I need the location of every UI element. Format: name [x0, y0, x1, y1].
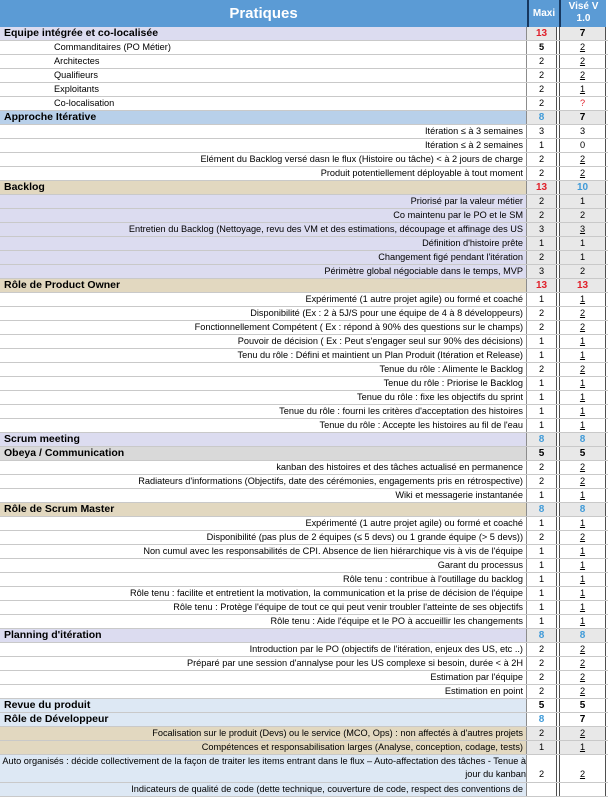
header-row [0, 0, 608, 27]
practice-label-cell[interactable]: Tenue du rôle : Alimente le Backlog [0, 363, 527, 376]
practice-label-cell[interactable]: kanban des histoires et des tâches actualisé en permanence [0, 461, 527, 474]
column-header-maxi[interactable]: Maxi [527, 0, 559, 27]
maxi-cell[interactable]: 1 [527, 587, 557, 600]
maxi-cell[interactable]: 1 [527, 237, 557, 250]
practice-label-cell[interactable]: Expérimenté (1 autre projet agile) ou formé et coaché [0, 293, 527, 306]
vise-cell[interactable]: 2 [559, 265, 606, 278]
table-row [0, 545, 608, 559]
practice-label-cell[interactable]: Wiki et messagerie instantanée [0, 489, 527, 502]
maxi-cell[interactable]: 2 [527, 657, 557, 670]
maxi-cell[interactable]: 3 [527, 265, 557, 278]
practice-label-cell[interactable]: Rôle tenu : Protège l'équipe de tout ce qui peut venir troubler l'atteinte de ses objectifs [0, 601, 527, 614]
vise-cell[interactable]: 1 [559, 405, 606, 418]
maxi-cell[interactable]: 8 [527, 713, 557, 726]
practice-label-cell[interactable]: Disponibilité (Ex : 2 à 5J/S pour une équipe de 4 à 8 développeurs) [0, 307, 527, 320]
maxi-cell[interactable]: 2 [527, 475, 557, 488]
maxi-cell[interactable]: 8 [527, 629, 557, 642]
practice-label-cell[interactable]: Rôle tenu : Aide l'équipe et le PO à accueillir les changements [0, 615, 527, 628]
practice-label-cell[interactable]: Préparé par une session d'annalyse pour les US complexe si besoin, durée < à 2H [0, 657, 527, 670]
vise-cell[interactable]: 2 [559, 69, 606, 82]
maxi-cell[interactable]: 1 [527, 545, 557, 558]
vise-cell[interactable]: 7 [559, 27, 606, 40]
maxi-cell[interactable]: 1 [527, 573, 557, 586]
maxi-cell[interactable]: 2 [527, 97, 557, 110]
table-row [0, 755, 608, 783]
table-row [0, 657, 608, 671]
vise-cell[interactable]: 2 [559, 307, 606, 320]
vise-cell[interactable]: 1 [559, 83, 606, 96]
vise-cell[interactable]: 1 [559, 251, 606, 264]
practice-label-cell[interactable]: Définition d'histoire prête [0, 237, 527, 250]
practice-label-cell[interactable]: Compétences et responsabilisation larges (Analyse, conception, codage, tests) [0, 741, 527, 754]
practice-label-cell[interactable]: Tenue du rôle : fourni les critères d'acceptation des histoires [0, 405, 527, 418]
maxi-cell[interactable]: 2 [527, 643, 557, 656]
table-body [0, 27, 608, 797]
vise-cell[interactable]: 1 [559, 195, 606, 208]
practice-label-cell[interactable]: Produit potentiellement déployable à tout moment [0, 167, 527, 180]
practice-label-cell[interactable]: Tenue du rôle : Accepte les histoires au fil de l'eau [0, 419, 527, 432]
section-label-cell[interactable]: Revue du produit [0, 699, 527, 712]
table-row [0, 83, 608, 97]
practice-label-cell[interactable]: Focalisation sur le produit (Devs) ou le service (MCO, Ops) : non affectés à d'autres projets [0, 727, 527, 740]
maxi-cell[interactable]: 1 [527, 293, 557, 306]
practice-label-cell[interactable]: Architectes [0, 55, 527, 68]
vise-cell[interactable]: 2 [559, 531, 606, 544]
practice-label-cell[interactable]: Tenue du rôle : Priorise le Backlog [0, 377, 527, 390]
maxi-cell[interactable]: 2 [527, 461, 557, 474]
practice-label-cell[interactable]: Périmètre global négociable dans le temps, MVP [0, 265, 527, 278]
vise-cell[interactable]: 1 [559, 741, 606, 754]
maxi-cell[interactable]: 1 [527, 489, 557, 502]
vise-cell[interactable]: 5 [559, 447, 606, 460]
practice-label-cell[interactable]: Disponibilité (pas plus de 2 équipes (≤ 5 devs) ou 1 grande équipe (> 5 devs)) [0, 531, 527, 544]
practice-label-cell[interactable]: Priorisé par la valeur métier [0, 195, 527, 208]
table-row [0, 671, 608, 685]
maxi-cell[interactable]: 5 [527, 699, 557, 712]
table-row [0, 531, 608, 545]
table-row [0, 321, 608, 335]
table-row [0, 685, 608, 699]
maxi-cell[interactable]: 2 [527, 83, 557, 96]
table-row [0, 643, 608, 657]
section-label-cell[interactable]: Backlog [0, 181, 527, 194]
practice-label-cell[interactable]: Pouvoir de décision ( Ex : Peut s'engager seul sur 90% des décisions) [0, 335, 527, 348]
vise-cell[interactable]: 2 [559, 671, 606, 684]
practice-label-cell[interactable]: Indicateurs de qualité de code (dette technique, couverture de code, respect des conventions de [0, 783, 527, 796]
practice-label-cell[interactable]: Tenu du rôle : Défini et maintient un Plan Produit (Itération et Release) [0, 349, 527, 362]
maxi-cell[interactable]: 1 [527, 139, 557, 152]
maxi-cell[interactable]: 8 [527, 503, 557, 516]
maxi-cell[interactable]: 2 [527, 671, 557, 684]
vise-cell[interactable]: 2 [559, 461, 606, 474]
practice-label-cell[interactable]: Estimation en point [0, 685, 527, 698]
maxi-cell[interactable]: 3 [527, 223, 557, 236]
vise-cell[interactable]: 1 [559, 573, 606, 586]
section-row [0, 713, 608, 727]
practice-label-cell[interactable]: Rôle tenu : contribue à l'outillage du backlog [0, 573, 527, 586]
section-row [0, 447, 608, 461]
practice-label-cell[interactable]: Estimation par l'équipe [0, 671, 527, 684]
section-row [0, 699, 608, 713]
maxi-cell[interactable]: 13 [527, 181, 557, 194]
table-row [0, 377, 608, 391]
table-row [0, 601, 608, 615]
practice-label-cell[interactable]: Non cumul avec les responsabilités de CPI. Absence de lien hiérarchique vis à vis de l'équipe [0, 545, 527, 558]
table-row [0, 293, 608, 307]
vise-cell[interactable]: 2 [559, 475, 606, 488]
maxi-cell[interactable]: 2 [527, 55, 557, 68]
vise-cell[interactable]: 2 [559, 643, 606, 656]
section-row [0, 27, 608, 41]
maxi-cell[interactable]: 1 [527, 601, 557, 614]
table-row [0, 489, 608, 503]
table-row [0, 363, 608, 377]
section-label-cell[interactable]: Obeya / Communication [0, 447, 527, 460]
table-row [0, 209, 608, 223]
vise-cell[interactable]: 1 [559, 377, 606, 390]
section-label-cell[interactable]: Rôle de Scrum Master [0, 503, 527, 516]
practice-label-cell[interactable]: Radiateurs d'informations (Objectifs, date des cérémonies, engagements pris en rétrospective) [0, 475, 527, 488]
vise-cell[interactable]: 3 [559, 125, 606, 138]
table-row [0, 335, 608, 349]
maxi-cell[interactable]: 2 [527, 685, 557, 698]
section-row [0, 111, 608, 125]
table-row [0, 587, 608, 601]
table-row [0, 559, 608, 573]
table-row [0, 727, 608, 741]
column-header-pratiques[interactable]: Pratiques [0, 0, 527, 27]
column-header-vise-line2: 1.0 [576, 13, 591, 24]
maxi-cell[interactable]: 2 [527, 363, 557, 376]
vise-cell[interactable]: 1 [559, 517, 606, 530]
practice-label-cell[interactable]: Rôle tenu : facilite et entretient la motivation, la communication et la prise de décision de l'équipe [0, 587, 527, 600]
section-row [0, 629, 608, 643]
vise-cell[interactable]: 1 [559, 489, 606, 502]
vise-cell[interactable]: 3 [559, 223, 606, 236]
vise-cell[interactable]: 1 [559, 545, 606, 558]
vise-cell[interactable]: 7 [559, 111, 606, 124]
maxi-cell[interactable]: 1 [527, 517, 557, 530]
vise-cell[interactable]: 1 [559, 587, 606, 600]
vise-cell[interactable]: 1 [559, 601, 606, 614]
table-row [0, 97, 608, 111]
maxi-cell[interactable] [527, 783, 557, 796]
maxi-cell[interactable]: 1 [527, 741, 557, 754]
vise-cell[interactable]: 1 [559, 419, 606, 432]
vise-cell[interactable] [559, 783, 606, 796]
vise-cell[interactable]: 1 [559, 391, 606, 404]
practice-label-cell[interactable]: Itération ≤ à 3 semaines [0, 125, 527, 138]
vise-cell[interactable]: 2 [559, 55, 606, 68]
maxi-cell[interactable]: 1 [527, 405, 557, 418]
maxi-cell[interactable]: 1 [527, 615, 557, 628]
maxi-cell[interactable]: 2 [527, 307, 557, 320]
vise-cell[interactable]: ? [559, 97, 606, 110]
practice-label-cell[interactable]: Qualifieurs [0, 69, 527, 82]
vise-cell[interactable]: 2 [559, 727, 606, 740]
section-row [0, 279, 608, 293]
maxi-cell[interactable]: 5 [527, 41, 557, 54]
vise-cell[interactable]: 8 [559, 629, 606, 642]
maxi-cell[interactable]: 5 [527, 447, 557, 460]
practice-label-cell[interactable]: Entretien du Backlog (Nettoyage, revu des VM et des estimations, découpage et affinage des US [0, 223, 527, 236]
maxi-cell[interactable]: 1 [527, 391, 557, 404]
vise-cell[interactable]: 2 [559, 209, 606, 222]
maxi-cell[interactable]: 1 [527, 377, 557, 390]
vise-cell[interactable]: 8 [559, 433, 606, 446]
table-row [0, 391, 608, 405]
vise-cell[interactable]: 2 [559, 167, 606, 180]
maxi-cell[interactable]: 2 [527, 69, 557, 82]
practice-label-cell[interactable]: Exploitants [0, 83, 527, 96]
practice-label-cell[interactable]: Changement figé pendant l'itération [0, 251, 527, 264]
maxi-cell[interactable]: 2 [527, 727, 557, 740]
vise-cell[interactable]: 5 [559, 699, 606, 712]
vise-cell[interactable]: 8 [559, 503, 606, 516]
table-row [0, 139, 608, 153]
table-row [0, 517, 608, 531]
vise-cell[interactable]: 1 [559, 335, 606, 348]
table-row [0, 419, 608, 433]
practice-label-cell[interactable]: Itération ≤ à 2 semaines [0, 139, 527, 152]
practice-label-cell[interactable]: Commanditaires (PO Métier) [0, 41, 527, 54]
table-row [0, 69, 608, 83]
maxi-cell[interactable]: 1 [527, 349, 557, 362]
table-row [0, 55, 608, 69]
table-row [0, 125, 608, 139]
table-row [0, 615, 608, 629]
table-row [0, 461, 608, 475]
vise-cell[interactable]: 1 [559, 559, 606, 572]
table-row [0, 405, 608, 419]
maxi-cell[interactable]: 2 [527, 755, 557, 782]
maxi-cell[interactable]: 13 [527, 27, 557, 40]
vise-cell[interactable]: 2 [559, 321, 606, 334]
practice-label-cell[interactable]: Tenue du rôle : fixe les objectifs du sprint [0, 391, 527, 404]
maxi-cell[interactable]: 1 [527, 419, 557, 432]
table-row [0, 349, 608, 363]
maxi-cell[interactable]: 2 [527, 209, 557, 222]
maxi-cell[interactable]: 1 [527, 335, 557, 348]
table-row [0, 195, 608, 209]
maxi-cell[interactable]: 2 [527, 321, 557, 334]
section-label-cell[interactable]: Equipe intégrée et co-localisée [0, 27, 527, 40]
section-label-cell[interactable]: Scrum meeting [0, 433, 527, 446]
section-row [0, 181, 608, 195]
practice-label-cell[interactable]: Auto organisés : décide collectivement de la façon de traiter les items entrant dans le flux – Auto-affectation des tâches - Tenue à jour du kanban [0, 755, 527, 782]
vise-cell[interactable]: 13 [559, 279, 606, 292]
section-row [0, 503, 608, 517]
vise-cell[interactable]: 2 [559, 657, 606, 670]
vise-cell[interactable]: 1 [559, 615, 606, 628]
section-row [0, 433, 608, 447]
table-row [0, 223, 608, 237]
practice-label-cell[interactable]: Fonctionnellement Compétent ( Ex : répond à 90% des questions sur le champs) [0, 321, 527, 334]
column-header-vise-line1: Visé V [568, 1, 599, 12]
vise-cell[interactable]: 0 [559, 139, 606, 152]
maxi-cell[interactable]: 8 [527, 433, 557, 446]
maxi-cell[interactable]: 3 [527, 125, 557, 138]
table-row [0, 153, 608, 167]
vise-cell[interactable]: 7 [559, 713, 606, 726]
vise-cell[interactable]: 1 [559, 237, 606, 250]
practice-label-cell[interactable]: Garant du processus [0, 559, 527, 572]
table-row [0, 41, 608, 55]
practice-label-cell[interactable]: Elément du Backlog versé dasn le flux (Histoire ou tâche) < à 2 jours de charge [0, 153, 527, 166]
practice-label-cell[interactable]: Co maintenu par le PO et le SM [0, 209, 527, 222]
column-header-vise[interactable] [559, 0, 606, 27]
table-row [0, 741, 608, 755]
section-label-cell[interactable]: Approche Itérative [0, 111, 527, 124]
practice-label-cell[interactable]: Co-localisation [0, 97, 527, 110]
vise-cell[interactable]: 1 [559, 293, 606, 306]
practice-label-cell[interactable]: Expérimenté (1 autre projet agile) ou formé et coaché [0, 517, 527, 530]
maxi-cell[interactable]: 8 [527, 111, 557, 124]
vise-cell[interactable]: 2 [559, 363, 606, 376]
section-label-cell[interactable]: Rôle de Développeur [0, 713, 527, 726]
section-label-cell[interactable]: Planning d'itération [0, 629, 527, 642]
maxi-cell[interactable]: 2 [527, 195, 557, 208]
vise-cell[interactable]: 2 [559, 685, 606, 698]
table-row [0, 783, 608, 797]
maxi-cell[interactable]: 13 [527, 279, 557, 292]
maxi-cell[interactable]: 1 [527, 559, 557, 572]
vise-cell[interactable]: 2 [559, 41, 606, 54]
maxi-cell[interactable]: 2 [527, 531, 557, 544]
maxi-cell[interactable]: 2 [527, 167, 557, 180]
table-row [0, 307, 608, 321]
maxi-cell[interactable]: 2 [527, 251, 557, 264]
table-row [0, 237, 608, 251]
vise-cell[interactable]: 2 [559, 153, 606, 166]
table-row [0, 265, 608, 279]
table-row [0, 573, 608, 587]
table-row [0, 167, 608, 181]
table-row [0, 475, 608, 489]
vise-cell[interactable]: 10 [559, 181, 606, 194]
section-label-cell[interactable]: Rôle de Product Owner [0, 279, 527, 292]
table-row [0, 251, 608, 265]
practice-label-cell[interactable]: Introduction par le PO (objectifs de l'itération, enjeux des US, etc ..) [0, 643, 527, 656]
vise-cell[interactable]: 1 [559, 349, 606, 362]
maxi-cell[interactable]: 2 [527, 153, 557, 166]
vise-cell[interactable]: 2 [559, 755, 606, 782]
